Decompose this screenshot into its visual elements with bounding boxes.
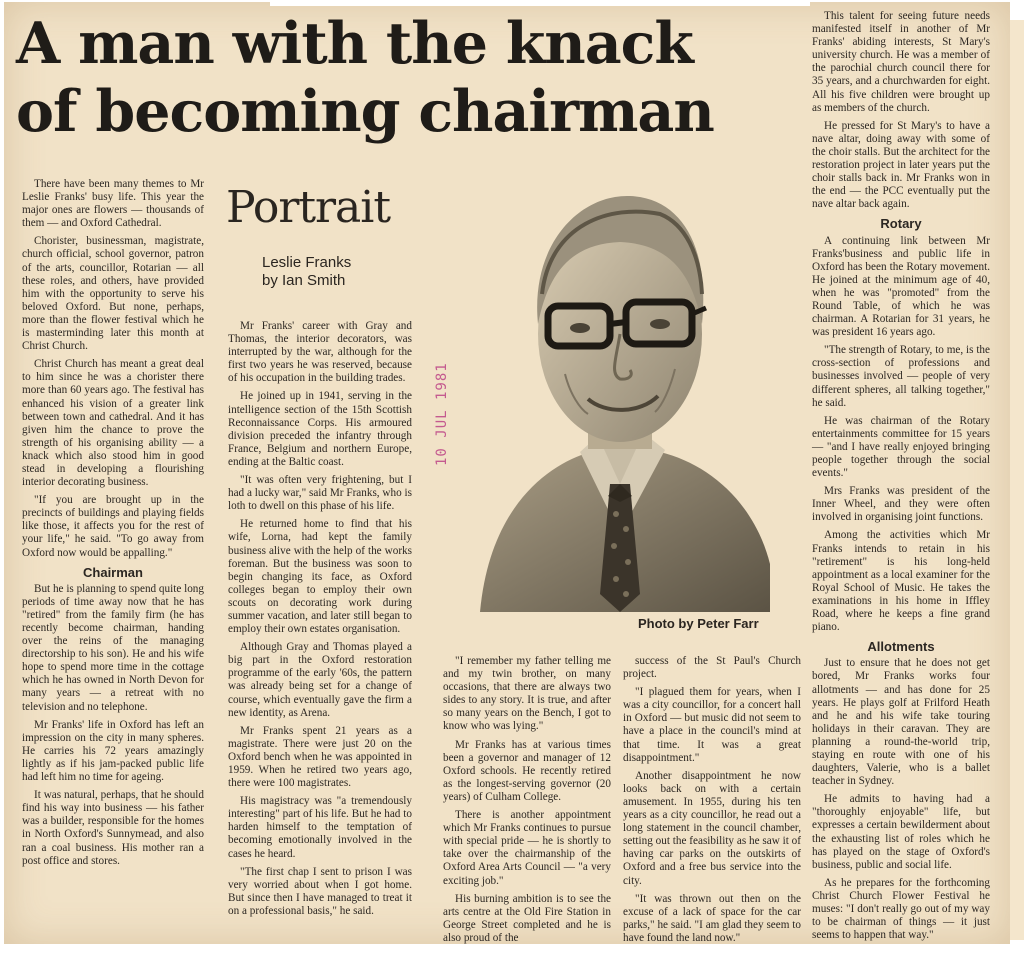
headline-line-2: of becoming chairman xyxy=(16,78,714,145)
paragraph: Chorister, businessman, magistrate, church official, school governor, patron of the arts, councillor, Rotarian — all these roles, and others, have provided him with the opportunity to serve his beloved Oxford. But none, perhaps, more than the flower festival which he is masterminding later this month at Christ Church. xyxy=(22,235,204,353)
paragraph: His burning ambition is to see the arts centre at the Old Fire Station in George Street completed and he is also proud of the xyxy=(443,892,611,944)
photo-caption: Photo by Peter Farr xyxy=(638,616,759,631)
paragraph: This talent for seeing future needs manifested itself in another of Mr Franks' abiding interests, St Mary's university church. He was a member of the parochial church council there for 35 years, and a churchwarden for eight. All his five children were brought up as members of the church. xyxy=(812,10,990,114)
date-stamp: 10 JUL 1981 xyxy=(434,362,450,466)
byline-subject: Leslie Franks xyxy=(262,254,352,271)
paragraph: He joined up in 1941, serving in the intelligence section of the 15th Scottish Reconnaissance Corps. His armoured division preceded the infantry through France, Belgium and northern Europe, ending at the Baltic coast. xyxy=(228,390,412,468)
article-column-3 xyxy=(443,655,611,950)
paragraph: success of the St Paul's Church project. xyxy=(623,655,801,681)
article-column-5 xyxy=(812,10,990,947)
paragraph: Mrs Franks was president of the Inner Wheel, and they were often involved in organising joint functions. xyxy=(812,485,990,524)
paragraph: He returned home to find that his wife, Lorna, had kept the family business alive with the help of the works foreman. But the business was soon to begin changing its face, as Oxford colleges began to employ their own scouts on decorating work during summer vacation, and later still began to employ their own estates organisation. xyxy=(228,518,412,636)
paragraph: A continuing link between Mr Franks'business and public life in Oxford has been the Rotary movement. He joined at the minimum age of 40, when he was "promoted" from the Round Table, of which he was chairman. A Rotarian for 31 years, he was president 16 years ago. xyxy=(812,234,990,339)
section-label: Portrait xyxy=(226,182,391,233)
paragraph: "It was often very frightening, but I had a lucky war," said Mr Franks, who is loth to dwell on this phase of his life. xyxy=(228,474,412,513)
paragraph: Just to ensure that he does not get bored, Mr Franks works four allotments — and has done for 25 years. He plays golf at Frilford Heath and he and his wife take touring holidays in their caravan. They are planning a round-the-world trip, staying en route with one of his daughters, Valerie, who is a ballet teacher in Sydney. xyxy=(812,657,990,788)
paragraph: Among the activities which Mr Franks intends to retain in his "retirement" is his long-held appointment as a local examiner for the Royal School of Music. He takes the examinations in his home in Iffley Road, where he keeps a fine grand piano. xyxy=(812,529,990,634)
paragraph: It was natural, perhaps, that he should find his way into business — his father was a builder, responsible for the homes in North Oxford's Sunnymead, and also ran a coal business. His mother ran a post office and stores. xyxy=(22,789,204,867)
paragraph: Christ Church has meant a great deal to him since he was a chorister there more than 60 years ago. The festival has enhanced his vision of a greater link between town and cathedral. And it has given him the chance to prove the strength of his organising ability — a knack which also stood him in good stead in developing a flourishing interior decorating business. xyxy=(22,358,204,489)
paragraph: Although Gray and Thomas played a big part in the Oxford restoration programme of the early '60s, the pattern was already being set for a change of course, which eventually gave the firm a new identity, as Arena. xyxy=(228,641,412,719)
paragraph: As he prepares for the forthcoming Christ Church Flower Festival he muses: "I don't really go out of my way to be chairman of things — it just seems to happen that way." xyxy=(812,876,990,942)
torn-edge xyxy=(270,0,810,6)
paragraph: "I plagued them for years, when I was a city councillor, for a concert hall in Oxford — but music did not seem to have a place in the council's mind at that time. It was a great disappointment." xyxy=(623,686,801,764)
subheading: Rotary xyxy=(880,216,922,232)
headline-line-1: A man with the knack xyxy=(16,10,693,77)
paragraph: But he is planning to spend quite long periods of time away now that he has "retired" from the family firm (he has recently become chairman, handing over the reins of the managing directorship to his son). He and his wife hope to spend more time in the cottage which he has owned in North Devon for many years — a retreat with no television and no telephone. xyxy=(22,582,204,713)
subheading: Allotments xyxy=(867,639,935,655)
paragraph: "The strength of Rotary, to me, is the cross-section of professions and businesses involved — people of very different spheres, all talking together," he said. xyxy=(812,344,990,409)
article-column-2 xyxy=(228,320,412,923)
paragraph: "It was thrown out then on the excuse of a lack of space for the car parks," he said. "I am glad they seem to have found the land now." xyxy=(623,892,801,944)
paragraph: "If you are brought up in the precincts of buildings and playing fields like those, it affects you for the rest of your life," he said. "To go away from Oxford now would be appalling." xyxy=(22,494,204,559)
byline-author: by Ian Smith xyxy=(262,272,346,289)
headline xyxy=(16,10,816,146)
paragraph: "I remember my father telling me and my twin brother, on many occasions, that there are always two sides to any story. It is true, and after so many years on the Bench, I got to know who was lying." xyxy=(443,655,611,733)
paragraph: There have been many themes to Mr Leslie Franks' busy life. This year the major ones are flowers — thousands of them — and Oxford Cathedral. xyxy=(22,178,204,230)
article-column-4 xyxy=(623,655,801,950)
portrait-photo xyxy=(470,184,770,612)
paragraph: Mr Franks spent 21 years as a magistrate. There were just 20 on the Oxford bench when he was appointed in 1959. When he retired two years ago, there were 100 magistrates. xyxy=(228,724,412,790)
paragraph: Mr Franks' life in Oxford has left an impression on the city in many spheres. He carries his 72 years amazingly lightly as if his jam-packed public life had left him no time for ageing. xyxy=(22,718,204,784)
article-column-1 xyxy=(22,178,204,873)
paragraph: There is another appointment which Mr Franks continues to pursue with special pride — he is shortly to take over the chairmanship of the Oxford Area Arts Council — "a very exciting job." xyxy=(443,809,611,887)
paragraph: He pressed for St Mary's to have a nave altar, doing away with some of the choir stalls. But the architect for the restoration project in later years put the choir stalls back in. Mr Franks won in the end — the PCC eventually put the nave altar back again. xyxy=(812,119,990,211)
paragraph: He was chairman of the Rotary entertainments committee for 15 years — "and I have really enjoyed bringing people together through the social events." xyxy=(812,414,990,480)
subheading: Chairman xyxy=(83,564,143,580)
paragraph: His magistracy was "a tremendously interesting" part of his life. But he had to harden himself to the temptation of becoming emotionally involved in the cases he heard. xyxy=(228,795,412,860)
paragraph: "The first chap I sent to prison I was very worried about when I got home. But since then I have managed to treat it on a professional basis," he said. xyxy=(228,865,412,917)
paragraph: Another disappointment he now looks back on with a certain amusement. In 1955, during his ten years as a city councillor, he read out a long statement in the council chamber, setting out the feasibility as he saw it of having car parks on the outskirts of Oxford and a free bus service into the city. xyxy=(623,769,801,887)
paragraph: He admits to having had a "thoroughly enjoyable" life, but expresses a certain bewilderment about the exhausting list of roles which he has played on the stage of Oxford's business, public and social life. xyxy=(812,793,990,871)
byline xyxy=(262,254,351,290)
paragraph: Mr Franks' career with Gray and Thomas, the interior decorators, was interrupted by the war, although for the first two years he was reserved, because of his occupation in the building trades. xyxy=(228,320,412,385)
paragraph: Mr Franks has at various times been a governor and manager of 12 Oxford schools. He recently retired as the longest-serving governor (20 years) of Culham College. xyxy=(443,738,611,803)
